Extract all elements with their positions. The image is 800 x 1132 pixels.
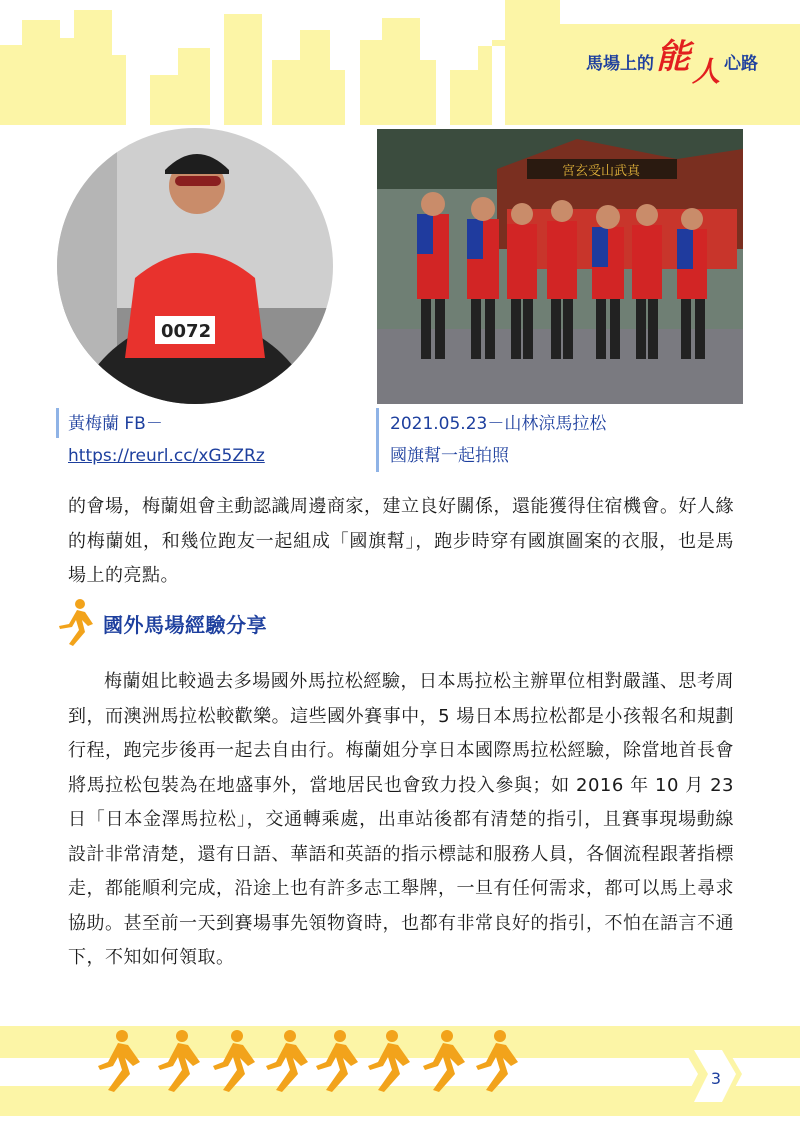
chevron-arrows-icon — [640, 1066, 674, 1082]
runner-portrait-photo — [57, 128, 333, 404]
flag-group-temple-photo — [377, 129, 743, 404]
portrait-caption-name: 黃梅蘭 FB－ — [68, 414, 163, 434]
caption-accent-bar — [376, 408, 379, 472]
group-photo-caption-date-event: 2021.05.23－山林涼馬拉松 — [390, 414, 607, 434]
portrait-caption — [68, 408, 265, 472]
body-paragraph-2: 梅蘭姐比較過去多場國外馬拉松經驗，日本馬拉松主辦單位相對嚴謹、思考周到，而澳洲馬拉松較歡樂。這些國外賽事中，5 場日本馬拉松都是小孩報名和規劃行程，跑完步後再一起去自由行。梅蘭姐分享日本國際馬拉松經驗，除當地首長會將馬拉松包裝為在地盛事外，當地居民也會致力投入參與；如 2016 年 10 月 23 日「日本金澤馬拉松」，交通轉乘處，出車站後都有清楚的指引，且賽事現場動線設計非常清楚，還有日語、華語和英語的指示標誌和服務人員，各個流程跟著指標走，都能順利完成，沿途上也有許多志工舉牌，一旦有任何需求，都可以馬上尋求協助。甚至前一天到賽場事先領物資時，也都有非常良好的指引，不怕在語言不通下，不知如何領取。 — [68, 671, 734, 968]
section-heading — [55, 598, 267, 648]
caption-accent-bar — [56, 408, 59, 438]
footer-runners-band — [0, 1020, 800, 1132]
group-photo-caption — [390, 408, 606, 472]
temple-sign-text: 宮玄受山武真 — [562, 164, 641, 179]
header-title-emphasis-1: 能 — [655, 37, 690, 77]
section-title: 國外馬場經驗分享 — [103, 612, 267, 637]
page-number: 3 — [710, 1069, 722, 1088]
body-paragraph-1: 的會場，梅蘭姐會主動認識周邊商家，建立良好關係，還能獲得住宿機會。好人緣的梅蘭姐，和幾位跑友一起組成「國旗幫」，跑步時穿有國旗圖案的衣服，也是馬場上的亮點。 — [68, 496, 734, 586]
header-title-prefix: 馬場上的 — [585, 54, 654, 74]
header-title-emphasis-2: 人 — [691, 55, 720, 88]
runner-bib-number: 0072 — [161, 321, 212, 342]
header-title-suffix: 心路 — [724, 54, 758, 74]
header-title — [585, 37, 758, 88]
runner-icon — [55, 598, 95, 648]
group-photo-caption-description: 國旗幫一起拍照 — [390, 446, 509, 466]
facebook-link[interactable]: https://reurl.cc/xG5ZRz — [68, 446, 265, 466]
